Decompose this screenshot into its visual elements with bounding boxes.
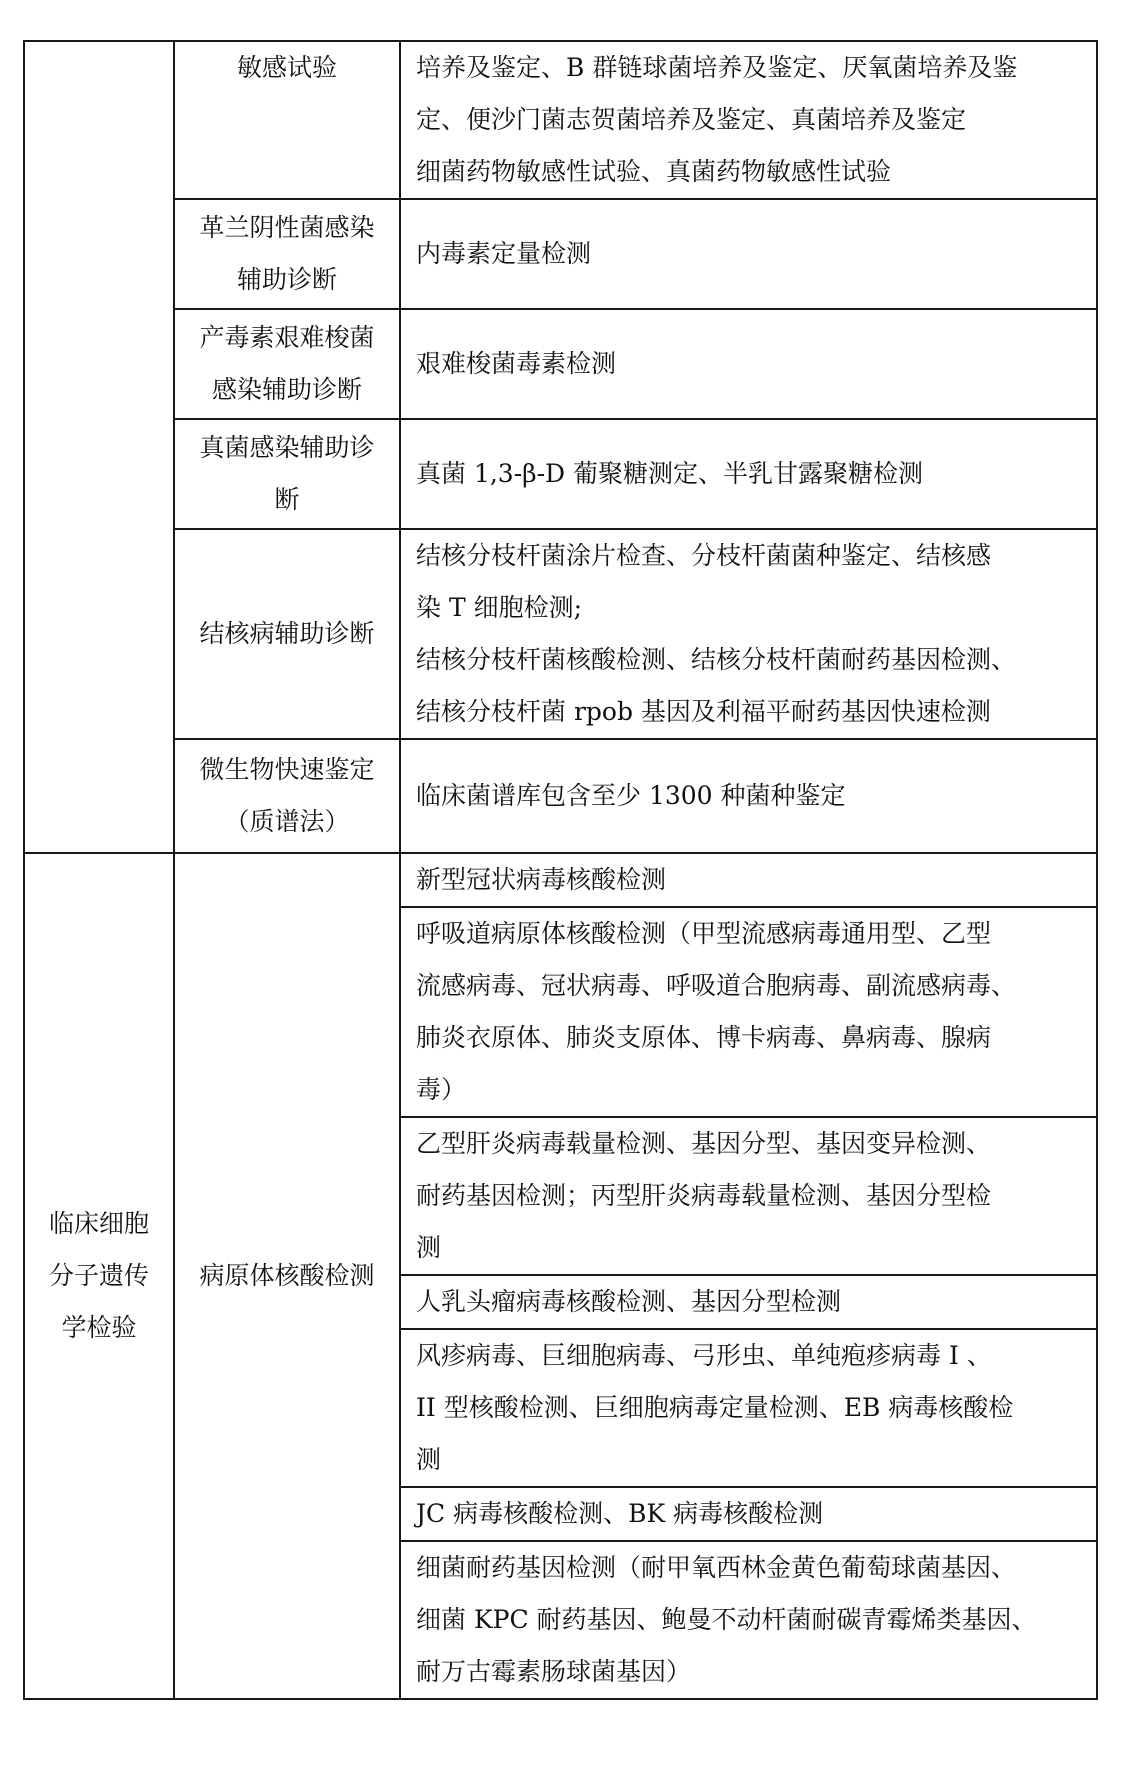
subcategory-cell — [174, 41, 400, 199]
content-line: 测 — [416, 1233, 442, 1262]
subcategory-line: 革兰阴性菌感染 — [199, 213, 375, 242]
category-cell — [24, 853, 174, 1699]
subcategory-line: 敏感试验 — [236, 53, 337, 82]
category-cell-empty — [24, 41, 174, 853]
content-line: 风疹病毒、巨细胞病毒、弓形虫、单纯疱疹病毒 I 、 — [416, 1341, 992, 1370]
table-row — [24, 419, 1097, 529]
content-line: 测 — [416, 1445, 442, 1474]
content-cell — [400, 41, 1097, 199]
content-cell — [400, 199, 1097, 309]
subcategory-line: （质谱法） — [224, 807, 350, 836]
content-cell — [400, 739, 1097, 853]
content-line: 细菌 KPC 耐药基因、鲍曼不动杆菌耐碳青霉烯类基因、 — [416, 1605, 1037, 1634]
content-line: 细菌耐药基因检测（耐甲氧西林金黄色葡萄球菌基因、 — [416, 1553, 1017, 1582]
content-cell — [400, 853, 1097, 907]
content-line: 肺炎衣原体、肺炎支原体、博卡病毒、鼻病毒、腺病 — [416, 1023, 992, 1052]
content-line: 耐万古霉素肠球菌基因） — [416, 1657, 692, 1686]
content-cell — [400, 309, 1097, 419]
table-row — [24, 529, 1097, 739]
content-line: JC 病毒核酸检测、BK 病毒核酸检测 — [416, 1499, 824, 1528]
subcategory-cell — [174, 739, 400, 853]
content-cell — [400, 419, 1097, 529]
content-line: 内毒素定量检测 — [416, 239, 592, 268]
content-line: 细菌药物敏感性试验、真菌药物敏感性试验 — [416, 157, 892, 186]
subcategory-line: 真菌感染辅助诊 — [199, 433, 375, 462]
subcategory-line: 断 — [274, 485, 300, 514]
subcategory-cell — [174, 529, 400, 739]
content-line: II 型核酸检测、巨细胞病毒定量检测、EB 病毒核酸检 — [416, 1393, 1014, 1422]
content-line: 染 T 细胞检测; — [416, 593, 582, 622]
services-table — [23, 40, 1098, 1700]
content-line: 临床菌谱库包含至少 1300 种菌种鉴定 — [416, 781, 846, 810]
subcategory-cell — [174, 199, 400, 309]
content-cell — [400, 1329, 1097, 1487]
content-cell — [400, 529, 1097, 739]
content-line: 新型冠状病毒核酸检测 — [416, 865, 667, 894]
content-line: 结核分枝杆菌核酸检测、结核分枝杆菌耐药基因检测、 — [416, 645, 1017, 674]
content-line: 乙型肝炎病毒载量检测、基因分型、基因变异检测、 — [416, 1129, 992, 1158]
content-cell — [400, 1117, 1097, 1275]
content-cell — [400, 1487, 1097, 1541]
subcategory-line: 感染辅助诊断 — [211, 375, 362, 404]
content-cell — [400, 907, 1097, 1117]
subcategory-cell — [174, 419, 400, 529]
subcategory-line: 辅助诊断 — [236, 265, 337, 294]
subcategory-line: 病原体核酸检测 — [199, 1261, 375, 1290]
subcategory-cell — [174, 309, 400, 419]
category-line: 学检验 — [61, 1313, 137, 1342]
content-line: 人乳头瘤病毒核酸检测、基因分型检测 — [416, 1287, 842, 1316]
category-line: 临床细胞 — [48, 1209, 149, 1238]
subcategory-cell — [174, 853, 400, 1699]
table-row — [24, 739, 1097, 853]
subcategory-line: 微生物快速鉴定 — [199, 755, 375, 784]
category-line: 分子遗传 — [48, 1261, 149, 1290]
content-line: 培养及鉴定、B 群链球菌培养及鉴定、厌氧菌培养及鉴 — [416, 53, 1018, 82]
content-line: 毒） — [416, 1075, 467, 1104]
subcategory-line: 结核病辅助诊断 — [199, 619, 375, 648]
content-line: 艰难梭菌毒素检测 — [416, 349, 617, 378]
table-row — [24, 199, 1097, 309]
content-line: 流感病毒、冠状病毒、呼吸道合胞病毒、副流感病毒、 — [416, 971, 1017, 1000]
content-line: 耐药基因检测；丙型肝炎病毒载量检测、基因分型检 — [416, 1181, 992, 1210]
content-line: 真菌 1,3-β-D 葡聚糖测定、半乳甘露聚糖检测 — [416, 459, 924, 488]
content-line: 结核分枝杆菌 rpob 基因及利福平耐药基因快速检测 — [416, 697, 991, 726]
table-row — [24, 41, 1097, 199]
table-row — [24, 853, 1097, 907]
content-line: 定、便沙门菌志贺菌培养及鉴定、真菌培养及鉴定 — [416, 105, 967, 134]
content-line: 结核分枝杆菌涂片检查、分枝杆菌菌种鉴定、结核感 — [416, 541, 992, 570]
content-cell — [400, 1275, 1097, 1329]
content-line: 呼吸道病原体核酸检测（甲型流感病毒通用型、乙型 — [416, 919, 992, 948]
table-row — [24, 309, 1097, 419]
subcategory-line: 产毒素艰难梭菌 — [199, 323, 375, 352]
content-cell — [400, 1541, 1097, 1699]
